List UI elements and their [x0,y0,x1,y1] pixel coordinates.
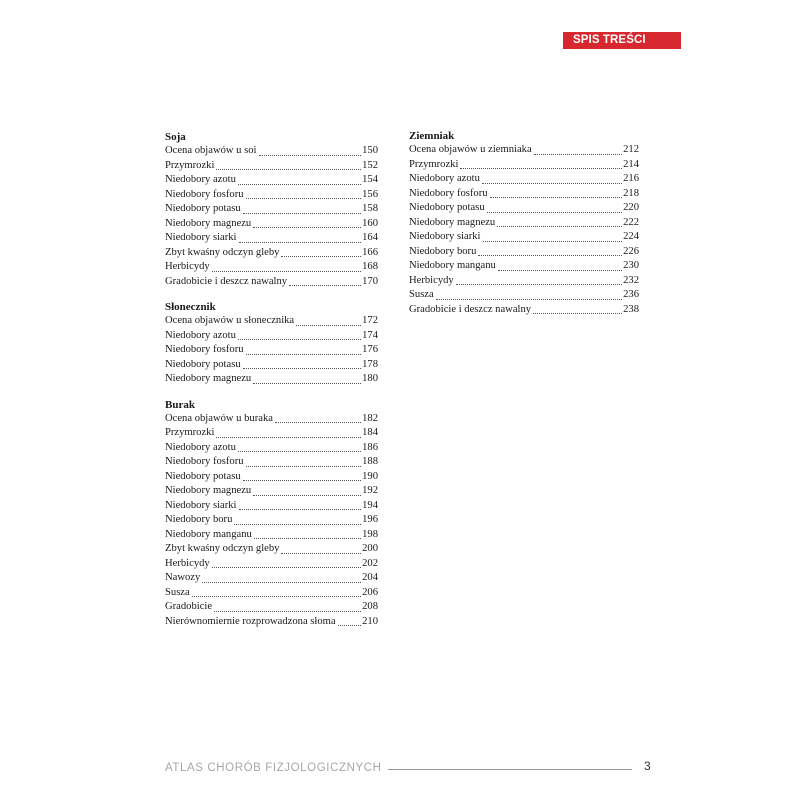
toc-column-right [409,129,639,328]
entry-label: Niedobory magnezu [409,216,496,228]
entry-label: Ocena objawów u soi [165,145,257,156]
entry-label: Niedobory siarki [165,499,237,511]
dot-leader [243,479,361,481]
entry-page-number: 172 [362,315,378,326]
dot-leader [253,382,361,384]
entry-page-number: 214 [623,158,639,170]
dot-leader [281,552,361,554]
dot-leader [238,338,361,340]
entry-page-number: 238 [623,303,639,315]
toc-section [165,130,378,289]
entry-page-number: 190 [362,470,378,482]
entry-page-number: 174 [362,329,378,341]
toc-entry[interactable] [165,314,378,329]
section-title: Burak [165,398,195,411]
dot-leader [202,581,361,583]
toc-entry[interactable] [409,230,639,245]
toc-entry[interactable] [165,202,378,217]
entry-page-number: 196 [362,514,378,525]
entry-page-number: 156 [362,188,378,200]
toc-entry[interactable] [165,144,378,159]
entry-page-number: 200 [362,543,378,554]
dot-leader [238,183,361,185]
entry-label: Niedobory magnezu [165,217,252,229]
footer-title: ATLAS CHORÓB FIZJOLOGICZNYCH [165,762,382,774]
entry-page-number: 224 [623,231,639,242]
entry-label: Przymrozki [165,159,215,171]
entry-page-number: 230 [623,260,639,271]
toc-entry[interactable] [409,201,639,216]
dot-leader [234,523,361,525]
entry-page-number: 218 [623,187,639,199]
toc-entry[interactable] [165,372,378,387]
entry-page-number: 166 [362,246,378,258]
toc-entry[interactable] [165,484,378,499]
entry-page-number: 178 [362,358,378,370]
entry-page-number: 168 [362,261,378,272]
entry-page-number: 184 [362,427,378,438]
dot-leader [275,421,361,423]
toc-entry[interactable] [165,600,378,615]
toc-entry[interactable] [409,274,639,289]
entry-label: Przymrozki [165,427,215,438]
toc-entry[interactable] [165,542,378,557]
dot-leader [259,154,362,156]
entry-label: Herbicydy [165,557,210,569]
entry-page-number: 226 [623,245,639,257]
entry-label: Niedobory boru [165,514,233,525]
toc-entry[interactable] [165,246,378,261]
toc-badge: SPIS TREŚCI [563,32,681,49]
dot-leader [456,283,622,285]
section-title: Słonecznik [165,301,216,313]
toc-column-left [165,130,378,640]
entry-label: Niedobory siarki [165,232,237,243]
toc-entry[interactable] [165,188,378,203]
dot-leader [246,353,362,355]
entry-label: Nierównomiernie rozprowadzona słoma [165,615,336,627]
toc-entry[interactable] [165,470,378,485]
entry-page-number: 160 [362,217,378,229]
dot-leader [214,610,361,612]
entry-label: Niedobory potasu [409,202,485,213]
dot-leader [212,566,361,568]
section-title: Soja [165,131,186,143]
dot-leader [246,197,362,199]
entry-page-number: 206 [362,586,378,598]
dot-leader [216,436,361,438]
entry-label: Niedobory magnezu [165,373,252,384]
dot-leader [281,255,361,257]
dot-leader [483,240,623,242]
dot-leader [534,153,622,155]
toc-entry[interactable] [165,231,378,246]
toc-entry[interactable] [409,259,639,274]
entry-label: Niedobory fosforu [409,187,488,199]
entry-page-number: 236 [623,289,639,300]
entry-label: Niedobory siarki [409,231,481,242]
entry-label: Susza [409,289,434,300]
dot-leader [238,450,361,452]
dot-leader [289,284,361,286]
entry-label: Niedobory manganu [409,260,496,271]
toc-entry[interactable] [165,615,378,630]
section-title: Ziemniak [409,130,455,142]
toc-entry[interactable] [165,260,378,275]
entry-page-number: 216 [623,173,639,184]
entry-label: Ocena objawów u słonecznika [165,315,295,326]
entry-label: Niedobory azotu [165,174,236,185]
entry-label: Susza [165,586,190,598]
toc-entry[interactable] [165,329,378,344]
toc-section [165,300,378,387]
entry-label: Niedobory azotu [165,329,236,341]
entry-label: Niedobory manganu [165,528,252,540]
entry-label: Niedobory potasu [165,358,241,370]
entry-label: Zbyt kwaśny odczyn gleby [165,246,280,258]
entry-label: Niedobory potasu [165,470,241,482]
dot-leader [460,167,622,169]
entry-page-number: 152 [362,159,378,171]
toc-entry[interactable] [165,455,378,470]
entry-page-number: 164 [362,232,378,243]
dot-leader [192,595,361,597]
entry-page-number: 194 [362,499,378,511]
toc-entry[interactable] [409,303,639,318]
dot-leader [246,465,362,467]
entry-label: Niedobory boru [409,245,477,257]
entry-page-number: 186 [362,441,378,453]
entry-label: Ocena objawów u buraka [165,412,273,424]
entry-label: Niedobory potasu [165,203,241,214]
dot-leader [253,494,361,496]
entry-label: Niedobory fosforu [165,188,244,200]
toc-entry[interactable] [409,172,639,187]
toc-section [409,129,639,317]
entry-page-number: 158 [362,203,378,214]
entry-page-number: 170 [362,275,378,287]
footer-rule [388,769,632,770]
entry-label: Gradobicie i deszcz nawalny [409,303,532,315]
footer [165,760,640,776]
toc-entry[interactable] [165,217,378,232]
entry-page-number: 154 [362,174,378,185]
entry-page-number: 176 [362,344,378,355]
entry-label: Niedobory azotu [409,173,480,184]
toc-entry[interactable] [409,245,639,260]
entry-page-number: 220 [623,202,639,213]
dot-leader [482,182,622,184]
entry-page-number: 212 [623,144,639,155]
entry-page-number: 208 [362,601,378,612]
toc-entry[interactable] [165,586,378,601]
toc-entry[interactable] [165,557,378,572]
dot-leader [478,254,622,256]
dot-leader [490,196,623,198]
toc-entry[interactable] [165,513,378,528]
entry-label: Niedobory magnezu [165,485,252,496]
toc-entry[interactable] [165,159,378,174]
dot-leader [254,537,361,539]
entry-page-number: 198 [362,528,378,540]
toc-entry[interactable] [165,412,378,427]
toc-entry[interactable] [165,275,378,290]
dot-leader [338,624,361,626]
dot-leader [239,508,362,510]
toc-entry[interactable] [409,187,639,202]
entry-label: Gradobicie [165,601,213,612]
dot-leader [239,241,362,243]
toc-entry[interactable] [409,288,639,303]
page-number: 3 [644,759,651,773]
toc-entry[interactable] [165,528,378,543]
dot-leader [243,367,361,369]
entry-label: Niedobory fosforu [165,456,244,467]
dot-leader [216,168,361,170]
entry-page-number: 192 [362,485,378,496]
entry-page-number: 182 [362,412,378,424]
entry-label: Herbicydy [409,274,454,286]
toc-entry[interactable] [165,571,378,586]
entry-page-number: 210 [362,615,378,627]
dot-leader [498,269,622,271]
entry-page-number: 188 [362,456,378,467]
toc-entry[interactable] [165,426,378,441]
dot-leader [497,225,622,227]
entry-label: Nawozy [165,572,201,583]
entry-page-number: 180 [362,373,378,384]
entry-page-number: 204 [362,572,378,583]
dot-leader [296,324,361,326]
dot-leader [436,298,622,300]
entry-page-number: 222 [623,216,639,228]
toc-entry[interactable] [165,358,378,373]
entry-label: Zbyt kwaśny odczyn gleby [165,543,280,554]
entry-label: Niedobory fosforu [165,344,244,355]
dot-leader [253,226,361,228]
toc-entry[interactable] [165,173,378,188]
entry-label: Ocena objawów u ziemniaka [409,144,532,155]
toc-entry[interactable] [165,441,378,456]
dot-leader [533,312,622,314]
entry-label: Niedobory azotu [165,441,236,453]
entry-page-number: 232 [623,274,639,286]
entry-page-number: 202 [362,557,378,569]
entry-label: Przymrozki [409,158,459,170]
entry-page-number: 150 [362,145,378,156]
toc-entry[interactable] [409,216,639,231]
entry-label: Herbicydy [165,261,210,272]
dot-leader [487,211,622,213]
toc-entry[interactable] [165,499,378,514]
toc-entry[interactable] [165,343,378,358]
toc-entry[interactable] [409,143,639,158]
dot-leader [243,212,361,214]
toc-entry[interactable] [409,158,639,173]
dot-leader [212,270,361,272]
toc-section [165,398,378,630]
entry-label: Gradobicie i deszcz nawalny [165,275,288,287]
